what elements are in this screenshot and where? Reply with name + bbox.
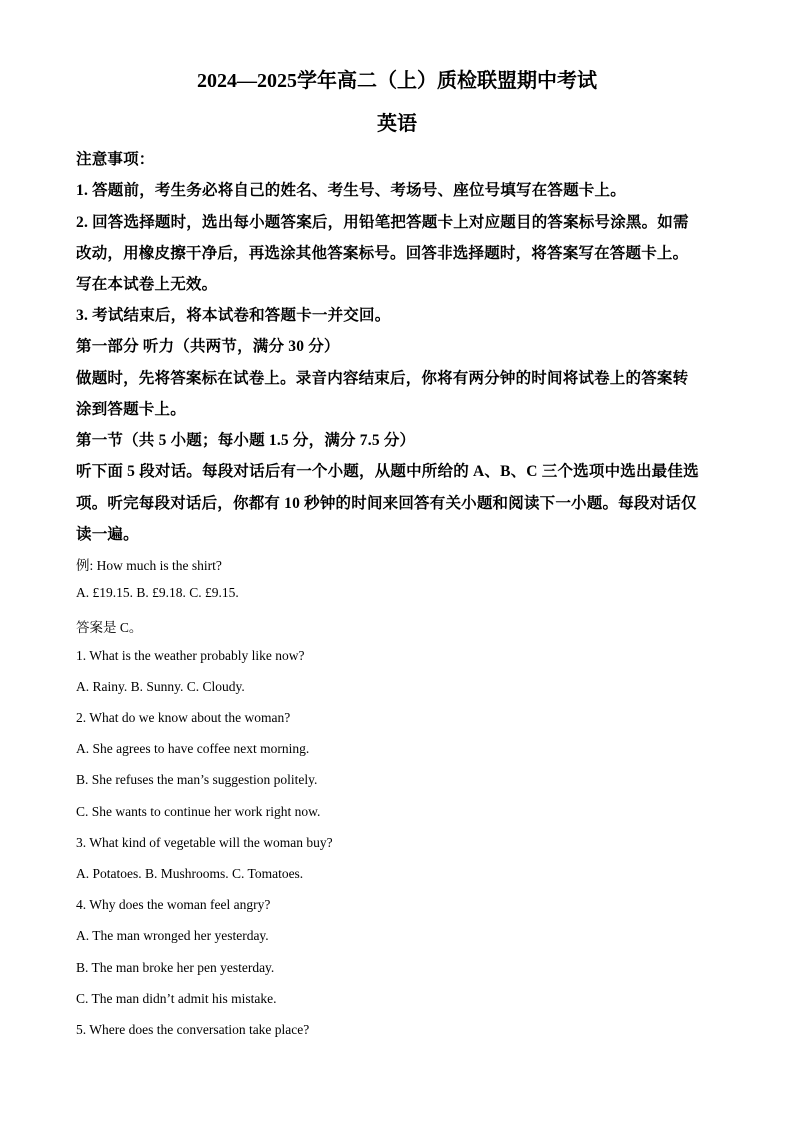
question-5: 5. Where does the conversation take place? xyxy=(76,1022,310,1037)
question-2-option-b: B. She refuses the man’s suggestion politely. xyxy=(76,772,318,787)
notice-item-1: 1. 答题前，考生务必将自己的姓名、考生号、考场号、座位号填写在答题卡上。 xyxy=(76,182,626,199)
example-options: A. £19.15. B. £9.18. C. £9.15. xyxy=(76,585,239,600)
section1-intro-line-2: 项。听完每段对话后，你都有 10 秒钟的时间来回答有关小题和阅读下一小题。每段对话仅 xyxy=(76,495,697,512)
exam-title: 2024—2025学年高二（上）质检联盟期中考试 xyxy=(197,70,597,92)
question-2-option-a: A. She agrees to have coffee next morning. xyxy=(76,741,310,756)
question-2: 2. What do we know about the woman? xyxy=(76,710,291,725)
question-1-options: A. Rainy. B. Sunny. C. Cloudy. xyxy=(76,679,245,694)
part1-intro-line-1: 做题时，先将答案标在试卷上。录音内容结束后，你将有两分钟的时间将试卷上的答案转 xyxy=(76,370,689,387)
notice-item-2-line-2: 改动，用橡皮擦干净后，再选涂其他答案标号。回答非选择题时，将答案写在答题卡上。 xyxy=(76,245,689,262)
example-answer: 答案是 C。 xyxy=(76,620,143,635)
question-3-options: A. Potatoes. B. Mushrooms. C. Tomatoes. xyxy=(76,866,304,881)
notice-item-2-line-1: 2. 回答选择题时，选出每小题答案后，用铅笔把答题卡上对应题目的答案标号涂黑。如需 xyxy=(76,214,689,231)
notice-item-3: 3. 考试结束后，将本试卷和答题卡一并交回。 xyxy=(76,307,391,324)
question-4: 4. Why does the woman feel angry? xyxy=(76,897,271,912)
exam-subject: 英语 xyxy=(377,113,417,135)
question-4-option-c: C. The man didn’t admit his mistake. xyxy=(76,991,277,1006)
question-1: 1. What is the weather probably like now? xyxy=(76,648,305,663)
question-4-option-b: B. The man broke her pen yesterday. xyxy=(76,960,275,975)
section1-heading: 第一节（共 5 小题；每小题 1.5 分，满分 7.5 分） xyxy=(76,432,416,449)
part1-heading: 第一部分 听力（共两节，满分 30 分） xyxy=(76,338,340,355)
part1-intro-line-2: 涂到答题卡上。 xyxy=(76,401,186,418)
question-2-option-c: C. She wants to continue her work right now. xyxy=(76,804,321,819)
notice-heading: 注意事项： xyxy=(76,151,155,168)
example-question: 例: How much is the shirt? xyxy=(76,558,222,573)
section1-intro-line-3: 读一遍。 xyxy=(76,526,139,543)
notice-item-2-line-3: 写在本试卷上无效。 xyxy=(76,276,218,293)
question-4-option-a: A. The man wronged her yesterday. xyxy=(76,928,269,943)
section1-intro-line-1: 听下面 5 段对话。每段对话后有一个小题，从题中所给的 A、B、C 三个选项中选出最佳选 xyxy=(76,463,699,480)
question-3: 3. What kind of vegetable will the woman buy? xyxy=(76,835,333,850)
